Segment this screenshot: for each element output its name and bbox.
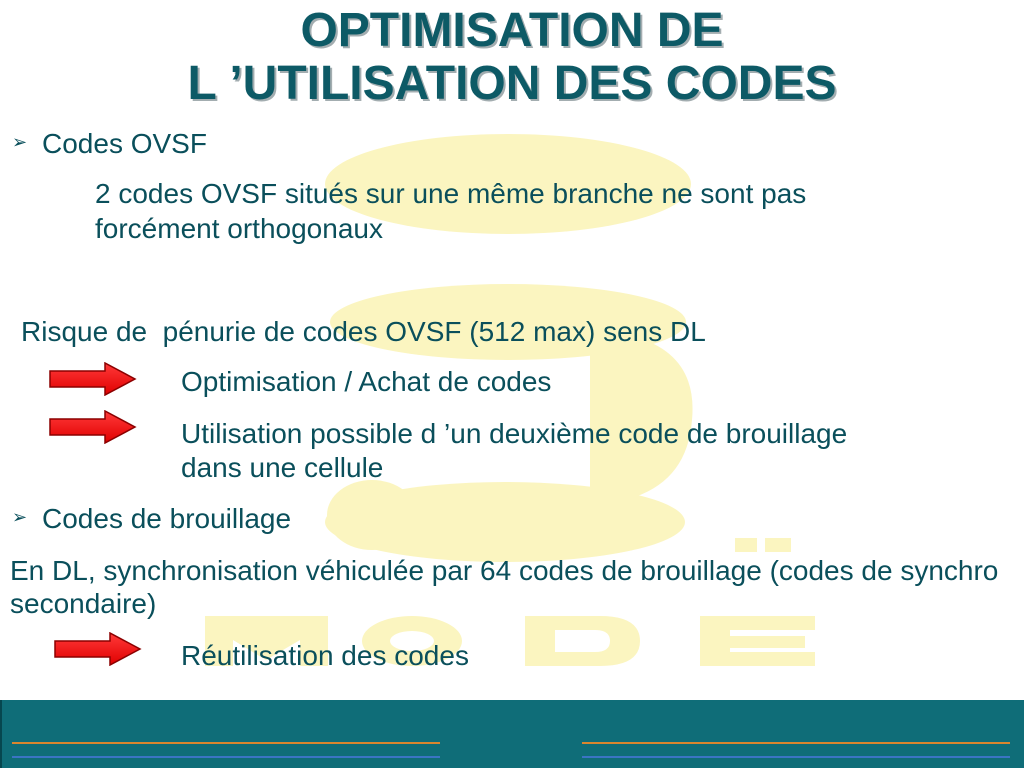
arrowhead-bullet-icon: ➢ xyxy=(12,132,28,153)
red-right-arrow-icon xyxy=(54,632,142,666)
red-right-arrow-icon xyxy=(49,410,137,444)
scrambling-text-line-2: secondaire) xyxy=(10,588,157,619)
footer-rule-right-bottom xyxy=(582,756,1010,758)
consequence-reuse: Réutilisation des codes xyxy=(181,640,469,671)
footer-rule-left-bottom xyxy=(12,756,440,758)
slide-title xyxy=(0,4,1024,110)
red-right-arrow-icon xyxy=(49,362,137,396)
consequence-second-code-line-2: dans une cellule xyxy=(181,452,384,483)
ovsf-detail-line-1: 2 codes OVSF situés sur une même branche ne sont pas xyxy=(95,178,807,209)
scrambling-text-line-1: En DL, synchronisation véhiculée par 64 codes de brouillage (codes de synchro xyxy=(10,555,999,586)
ovsf-heading: Codes OVSF xyxy=(42,128,207,159)
title-line-1: OPTIMISATION DE xyxy=(300,4,724,57)
footer-band xyxy=(0,700,1024,768)
title-line-2: L ’UTILISATION DES CODES xyxy=(187,57,837,110)
shortage-risk-text: Risque de pénurie de codes OVSF (512 max) sens DL xyxy=(21,316,706,347)
consequence-second-code-line-1: Utilisation possible d ’un deuxième code de brouillage xyxy=(181,418,848,449)
scrambling-heading: Codes de brouillage xyxy=(42,503,292,534)
consequence-optimisation: Optimisation / Achat de codes xyxy=(181,366,552,397)
footer-rule-left-top xyxy=(12,742,440,744)
footer-rule-right-top xyxy=(582,742,1010,744)
ovsf-detail-line-2: forcément orthogonaux xyxy=(95,213,383,244)
arrowhead-bullet-icon: ➢ xyxy=(12,507,28,528)
